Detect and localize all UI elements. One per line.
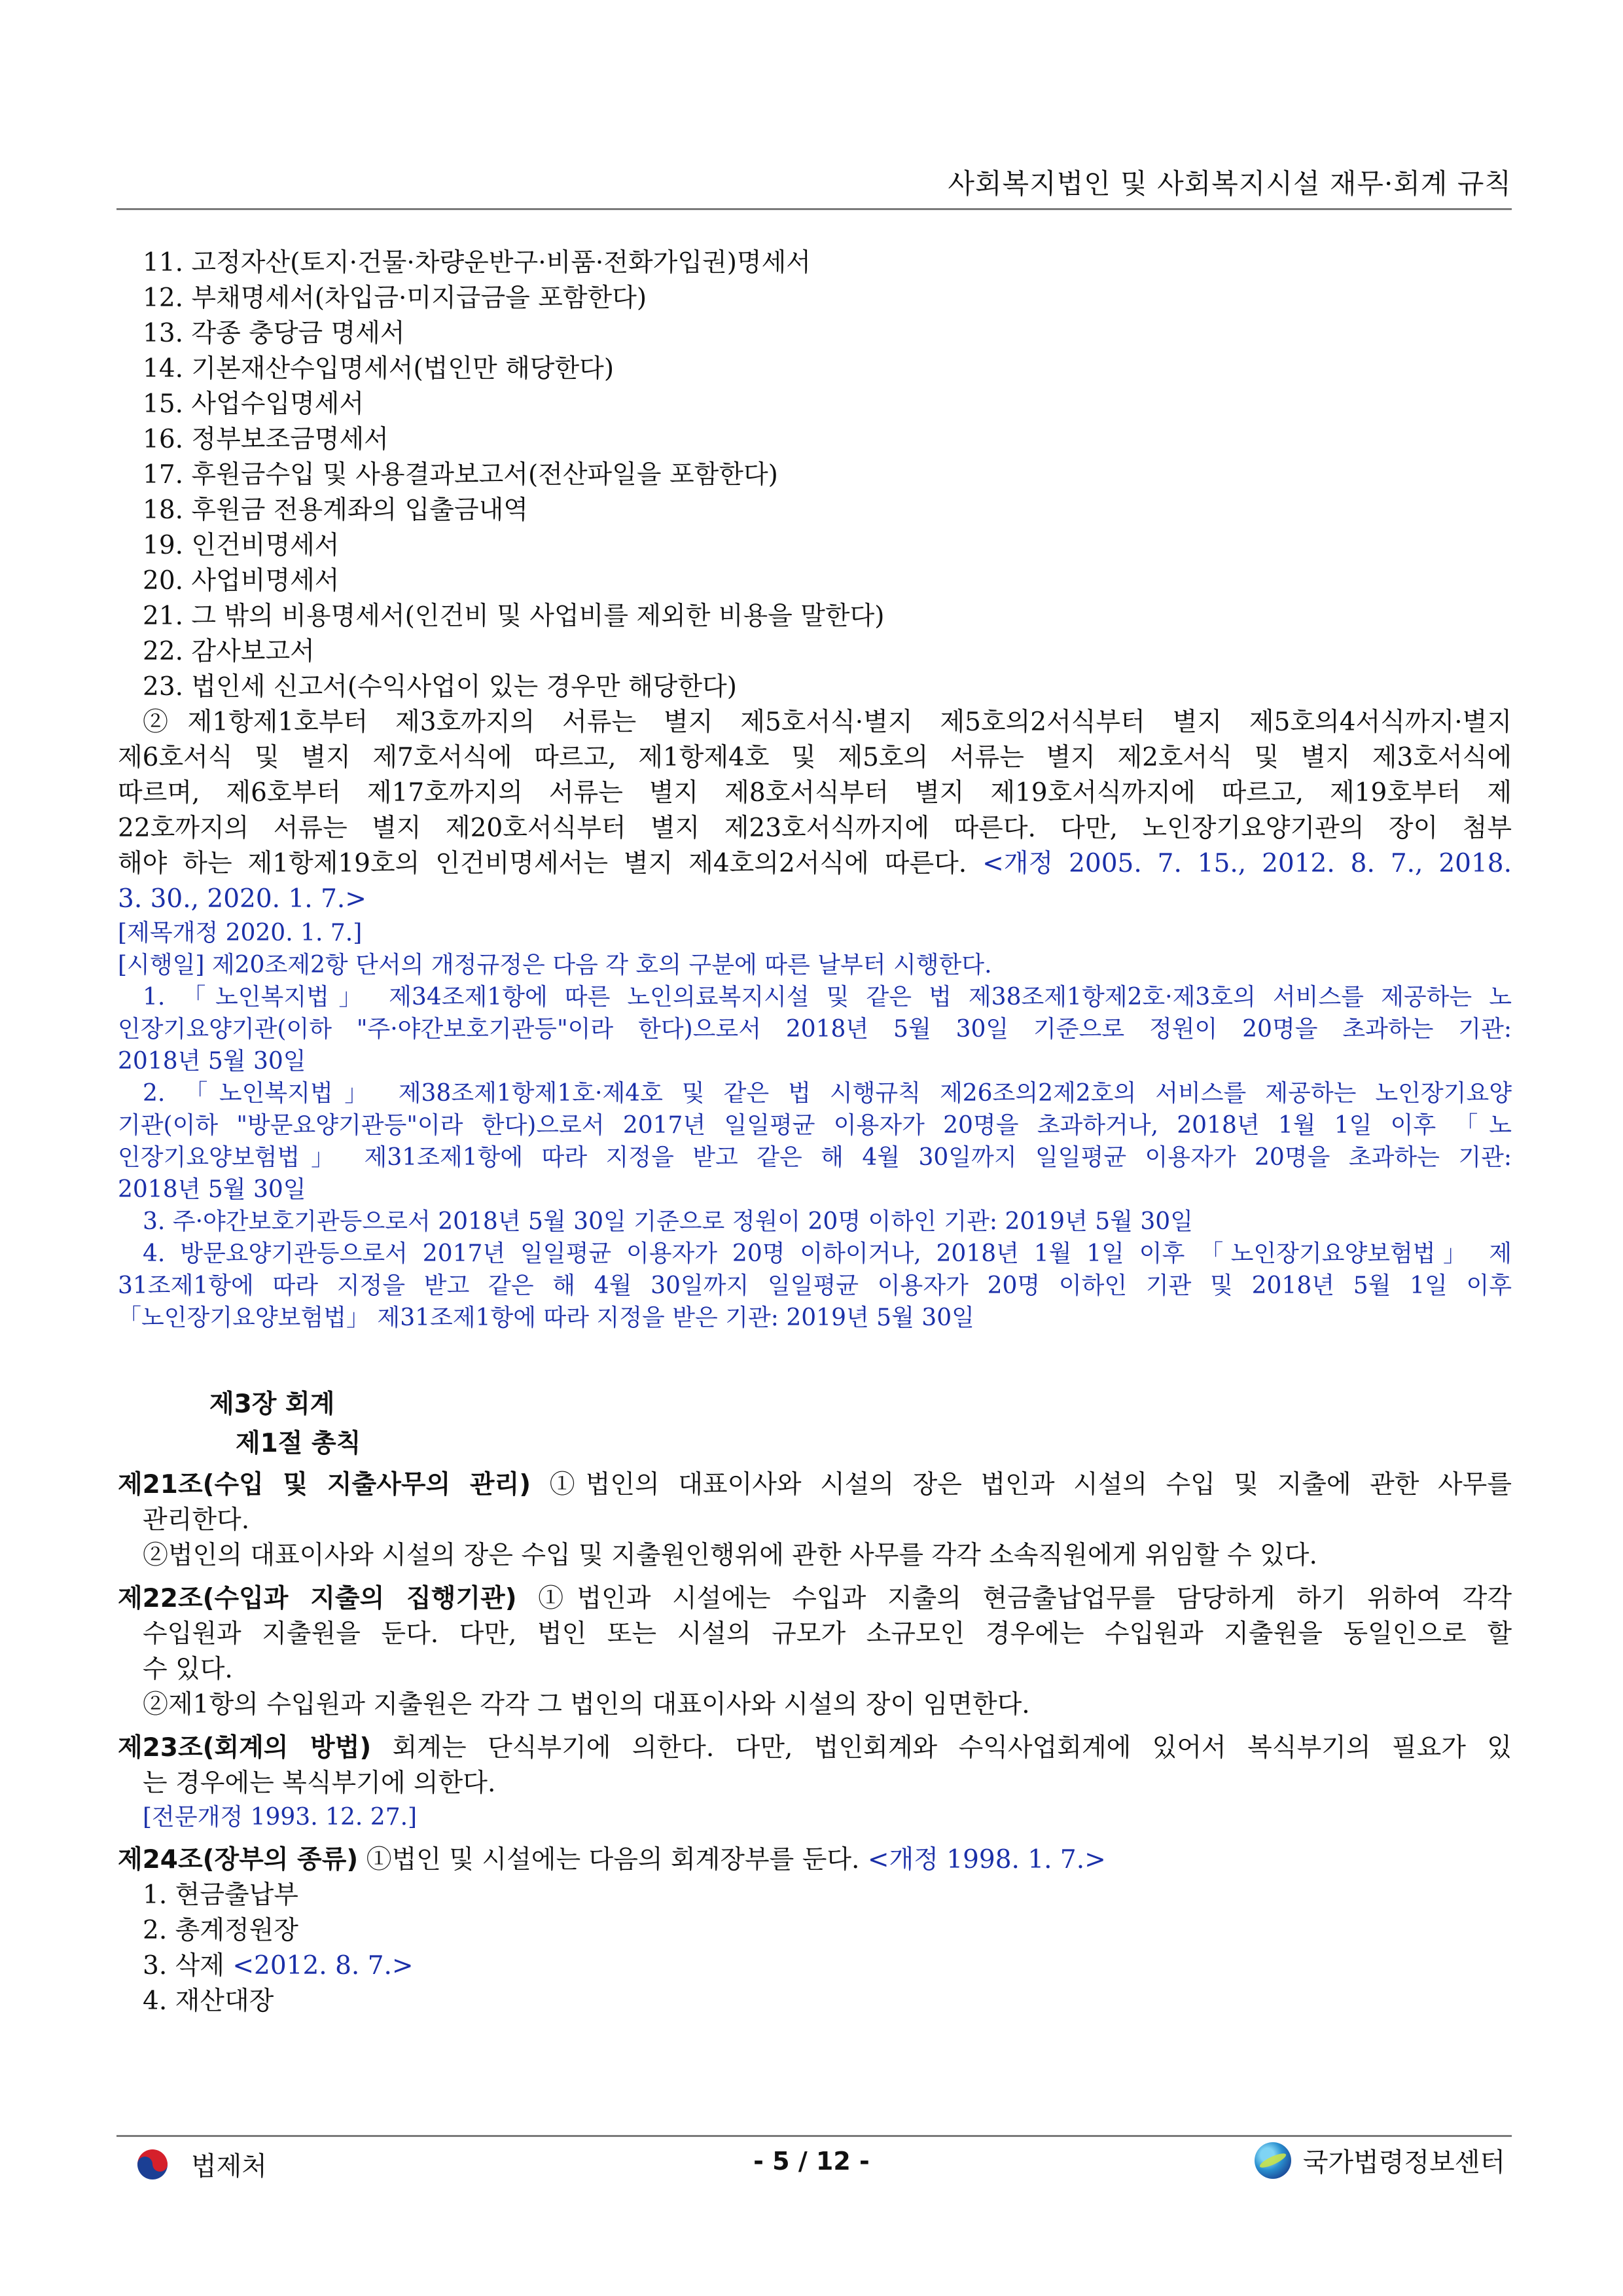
paragraph-line: 22호까지의 서류는 별지 제20호서식부터 별지 제23호서식까지에 따른다. 다만, 노인장기요양기관의 장이 첨부 (118, 814, 1512, 843)
enforcement-item-2 (118, 1077, 1512, 1206)
note-line: 31조제1항에 따라 지정을 받고 같은 해 4월 30일까지 일일평균 이용자가 20명 이하인 기관 및 2018년 5월 1일 이후 (118, 1272, 1512, 1299)
article-line: ②제1항의 수입원과 지출원은 각각 그 법인의 대표이사와 시설의 장이 임면한다. (143, 1690, 1030, 1719)
note-line: 2018년 5월 30일 (118, 1176, 306, 1203)
page-number: - 5 / 12 - (753, 2147, 870, 2176)
article-24 (118, 1842, 1512, 2019)
note-line: 1. 「노인복지법」 제34조제1항에 따른 노인의료복지시설 및 같은 법 제38조제1항제2호·제3호의 서비스를 제공하는 노 (143, 984, 1512, 1011)
note-line: 기관(이하 "방문요양기관등"이라 한다)으로서 2017년 일일평균 이용자가 20명을 초과하거나, 2018년 1월 1일 이후 「노 (118, 1112, 1512, 1139)
spacer (118, 1833, 1512, 1842)
article-line: 수 있다. (143, 1655, 233, 1684)
amendment-note: 3. 30., 2020. 1. 7.> (118, 884, 366, 914)
article-title: 제21조(수입 및 지출사무의 관리) (118, 1470, 531, 1499)
list-item: 15. 사업수입명세서 (143, 389, 365, 419)
article-21 (118, 1467, 1512, 1573)
footer-divider (116, 2135, 1512, 2137)
spacer (118, 1723, 1512, 1731)
list-item: 17. 후원금수입 및 사용결과보고서(전산파일을 포함한다) (143, 460, 778, 490)
attachment-list (118, 245, 1512, 705)
article-line: 는 경우에는 복식부기에 의한다. (143, 1768, 496, 1798)
article-line: 수입원과 지출원을 둔다. 다만, 법인 또는 시설의 규모가 소규모인 경우에는 수입원과 지출원을 동일인으로 할 (143, 1619, 1512, 1649)
list-item: 23. 법인세 신고서(수익사업이 있는 경우만 해당한다) (143, 672, 737, 702)
globe-logo-icon (1255, 2142, 1291, 2179)
note-line: 인장기요양기관(이하 "주·야간보호기관등"이라 한다)으로서 2018년 5월 30일 기준으로 정원이 20명을 초과하는 기관: (118, 1016, 1512, 1043)
list-item: 4. 재산대장 (143, 1986, 274, 2016)
article-line: 관리한다. (143, 1505, 250, 1535)
amendment-note: <개정 1998. 1. 7.> (867, 1845, 1106, 1874)
section-heading: 제1절 총칙 (236, 1429, 361, 1458)
list-item: 19. 인건비명세서 (143, 531, 340, 560)
article-text: ①법인과 시설에는 수입과 지출의 현금출납업무를 담당하게 하기 위하여 각각 (516, 1584, 1512, 1613)
article-line (118, 1581, 1512, 1617)
footer-ministry-label: 법제처 (191, 2151, 267, 2181)
paragraph-text: 해야 하는 제1항제19호의 인건비명세서는 별지 제4호의2서식에 따른다. (118, 849, 967, 878)
article-line: ②법인의 대표이사와 시설의 장은 수입 및 지출원인행위에 관한 사무를 각각 소속직원에게 위임할 수 있다. (143, 1541, 1317, 1570)
article-line (118, 1731, 1512, 1766)
paragraph-line: ②제1항제1호부터 제3호까지의 서류는 별지 제5호서식·별지 제5호의2서식부터 별지 제5호의4서식까지·별지 (143, 708, 1512, 737)
amendment-note: <개정 2005. 7. 15., 2012. 8. 7., 2018. (982, 849, 1512, 878)
list-item: 12. 부채명세서(차입금·미지급금을 포함한다) (143, 283, 647, 313)
list-item: 21. 그 밖의 비용명세서(인건비 및 사업비를 제외한 비용을 말한다) (143, 601, 885, 631)
note-line: 4. 방문요양기관등으로서 2017년 일일평균 이용자가 20명 이하이거나, 2018년 1월 1일 이후 「노인장기요양보험법」 제 (143, 1240, 1512, 1267)
list-item: 18. 후원금 전용계좌의 입출금내역 (143, 495, 528, 525)
title-amendment-note: [제목개정 2020. 1. 7.] (118, 920, 363, 946)
document-body (118, 245, 1512, 2019)
article-text: 회계는 단식부기에 의한다. 다만, 법인회계와 수익사업회계에 있어서 복식부기의 필요가 있 (371, 1733, 1512, 1763)
article-title: 제23조(회계의 방법) (118, 1733, 372, 1763)
note-line: 2. 「노인복지법」 제38조제1항제1호·제4호 및 같은 법 시행규칙 제26조의2제2호의 서비스를 제공하는 노인장기요양 (143, 1080, 1512, 1107)
paragraph-line (118, 846, 1512, 882)
note-line: 2018년 5월 30일 (118, 1048, 306, 1075)
article-line (118, 1467, 1512, 1503)
article-title: 제24조(장부의 종류) (118, 1845, 359, 1874)
list-item: 2. 총계정원장 (143, 1916, 298, 1945)
paragraph-2 (118, 705, 1512, 917)
spacer (118, 1334, 1512, 1385)
enforcement-note: [시행일] 제20조제2항 단서의 개정규정은 다음 각 호의 구분에 따른 날부터 시행한다. (118, 952, 992, 978)
list-item: 22. 감사보고서 (143, 637, 315, 666)
list-item: 1. 현금출납부 (143, 1880, 298, 1910)
note-line: 인장기요양보험법」 제31조제1항에 따라 지정을 받고 같은 해 4월 30일까지 일일평균 이용자가 20명을 초과하는 기관: (118, 1144, 1512, 1171)
list-item: 11. 고정자산(토지·건물·차량운반구·비품·전화가입권)명세서 (143, 248, 811, 278)
paragraph-line: 제6호서식 및 별지 제7호서식에 따르고, 제1항제4호 및 제5호의 서류는 별지 제2호서식 및 별지 제3호서식에 (118, 743, 1512, 772)
article-line (118, 1842, 1512, 1878)
list-item: 20. 사업비명세서 (143, 566, 340, 596)
list-item: 16. 정부보조금명세서 (143, 425, 389, 454)
header-title: 사회복지법인 및 사회복지시설 재무·회계 규칙 (948, 168, 1512, 200)
enforcement-item-4 (118, 1238, 1512, 1334)
revision-note: [전문개정 1993. 12. 27.] (143, 1804, 418, 1831)
article-text: ①법인의 대표이사와 시설의 장은 법인과 시설의 수입 및 지출에 관한 사무를 (531, 1470, 1512, 1499)
enforcement-item-1 (118, 981, 1512, 1077)
list-item: 14. 기본재산수입명세서(법인만 해당한다) (143, 354, 615, 384)
footer-center-name (1255, 2142, 1505, 2179)
list-item-text: 3. 삭제 (143, 1951, 233, 1981)
article-text: ①법인 및 시설에는 다음의 회계장부를 둔다. (358, 1845, 868, 1874)
article-23 (118, 1731, 1512, 1833)
spacer (118, 1573, 1512, 1581)
article-title: 제22조(수입과 지출의 집행기관) (118, 1584, 517, 1613)
article-22 (118, 1581, 1512, 1723)
paragraph-line: 따르며, 제6호부터 제17호까지의 서류는 별지 제8호서식부터 별지 제19호서식까지에 따르고, 제19호부터 제 (118, 778, 1512, 808)
amendment-note: <2012. 8. 7.> (232, 1951, 414, 1981)
header-divider (116, 208, 1512, 210)
chapter-heading: 제3장 회계 (209, 1390, 335, 1419)
note-line: 「노인장기요양보험법」 제31조제1항에 따라 지정을 받은 기관: 2019년 5월 30일 (118, 1304, 974, 1331)
list-item (118, 1948, 1512, 1984)
list-item: 13. 각종 충당금 명세서 (143, 319, 405, 348)
footer-center-label: 국가법령정보센터 (1302, 2147, 1505, 2178)
enforcement-item-3: 3. 주·야간보호기관등으로서 2018년 5월 30일 기준으로 정원이 20명 이하인 기관: 2019년 5월 30일 (143, 1208, 1193, 1235)
